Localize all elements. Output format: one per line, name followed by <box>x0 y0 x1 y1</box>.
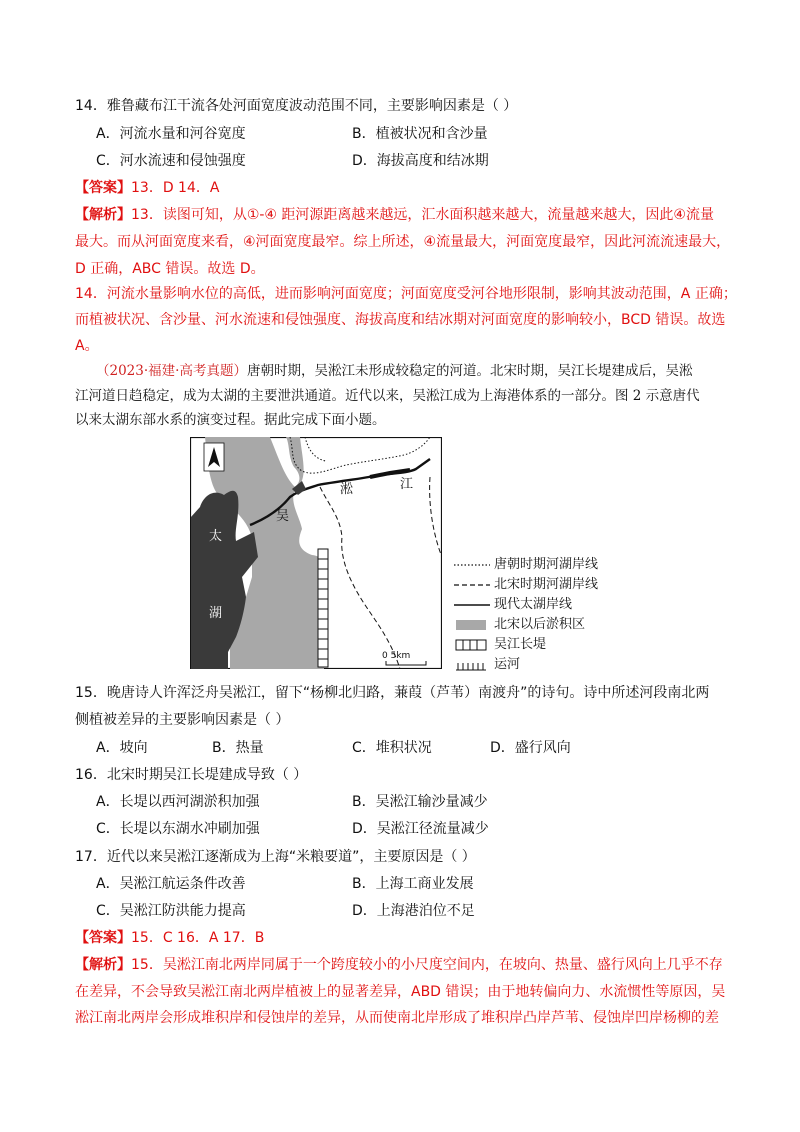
analysis-line <box>75 955 735 975</box>
q14-option-d: D．海拔高度和结冰期 <box>352 153 489 169</box>
q17-option-a: A．吴淞江航运条件改善 <box>96 876 246 892</box>
passage-line: 以来太湖东部水系的演变过程。据此完成下面小题。 <box>75 412 386 428</box>
analysis-line: 最大。而从河面宽度来看，④河面宽度最窄。综上所述，④流量最大，河面宽度最窄，因此河流流速最大， <box>75 234 731 250</box>
answer-15-17 <box>75 928 735 948</box>
answer-13-14 <box>75 178 735 198</box>
legend-label: 北宋以后淤积区 <box>494 617 586 632</box>
legend-label: 现代太湖岸线 <box>494 597 573 612</box>
solid-line-icon <box>454 599 490 611</box>
label-tai: 太 <box>209 529 223 544</box>
q15-option-b: B．热量 <box>212 740 264 756</box>
north-arrow-icon <box>204 443 224 471</box>
legend-label: 运河 <box>494 657 521 672</box>
analysis-text: 13．读图可知，从①-④ 距河源距离越来越远，汇水面积越来越大，流量越来越大，因此④流量 <box>131 207 714 223</box>
question-15-stem: 15．晚唐诗人许浑泛舟吴淞江，留下“杨柳北归路，蒹葭（芦苇）南渡舟”的诗句。诗中所述河段南北两 <box>75 685 710 701</box>
label-hu: 湖 <box>209 606 223 621</box>
legend-label: 北宋时期河湖岸线 <box>494 577 599 592</box>
legend-item <box>454 615 624 635</box>
legend-item <box>454 635 624 655</box>
dashed-line-icon <box>454 579 490 591</box>
analysis-line: 在差异，不会导致吴淞江南北两岸植被上的显著差异，ABD 错误；由于地转偏向力、水流惯性等原因，吴 <box>75 984 726 1000</box>
taihu-water-system-map <box>190 437 442 669</box>
analysis-line <box>75 205 735 225</box>
q17-option-b: B．上海工商业发展 <box>352 876 474 892</box>
passage-text: 唐朝时期，吴淞江未形成较稳定的河道。北宋时期，吴江长堤建成后，吴淞 <box>246 363 693 379</box>
q15-option-c: C．堆积状况 <box>352 740 432 756</box>
q16-option-c: C．长堤以东湖水冲刷加强 <box>96 821 260 837</box>
q16-option-b: B．吴淞江输沙量减少 <box>352 794 488 810</box>
canal-icon <box>454 659 490 671</box>
dotted-line-icon <box>454 559 490 571</box>
question-16-stem: 16．北宋时期吴江长堤建成导致（ ） <box>75 767 308 783</box>
label-song: 淞 <box>340 482 354 497</box>
analysis-line: A。 <box>75 338 99 354</box>
analysis-text: 15．吴淞江南北两岸同属于一个跨度较小的小尺度空间内，在坡向、热量、盛行风向上几乎不存 <box>131 957 723 973</box>
question-17-stem: 17．近代以来吴淞江逐渐成为上海“米粮要道”，主要原因是（ ） <box>75 849 476 865</box>
analysis-line: D 正确，ABC 错误。故选 D。 <box>75 261 265 277</box>
gray-fill-icon <box>454 619 490 631</box>
passage-line <box>96 361 756 381</box>
answer-tag: 【答案】 <box>75 930 131 946</box>
dike-icon <box>454 639 490 651</box>
q14-option-b: B．植被状况和含沙量 <box>352 126 488 142</box>
q17-option-c: C．吴淞江防洪能力提高 <box>96 903 246 919</box>
legend-item <box>454 575 624 595</box>
analysis-line: 淞江南北两岸会形成堆积岸和侵蚀岸的差异，从而使南北岸形成了堆积岸凸岸芦苇、侵蚀岸凹岸杨柳的差 <box>75 1010 719 1026</box>
q14-option-a: A．河流水量和河谷宽度 <box>96 126 246 142</box>
analysis-line: 14．河流水量影响水位的高低，进而影响河面宽度；河面宽度受河谷地形限制，影响其波动范围，A 正确； <box>75 286 737 302</box>
answer-tag: 【答案】 <box>75 180 131 196</box>
q16-option-d: D．吴淞江径流量减少 <box>352 821 489 837</box>
answer-text: 15．C 16．A 17．B <box>131 930 265 946</box>
passage-source: （2023·福建·高考真题） <box>96 363 247 379</box>
wujiang-dike <box>318 549 328 667</box>
q16-option-a: A．长堤以西河湖淤积加强 <box>96 794 260 810</box>
q15-option-a: A．坡向 <box>96 740 148 756</box>
map-legend <box>454 555 624 675</box>
legend-label: 吴江长堤 <box>494 637 547 652</box>
question-15-stem-cont: 侧植被差异的主要影响因素是（ ） <box>75 712 290 728</box>
legend-item <box>454 595 624 615</box>
scale-label: 0 5km <box>382 651 411 661</box>
label-jiang: 江 <box>400 477 414 492</box>
legend-label: 唐朝时期河湖岸线 <box>494 557 599 572</box>
label-wu: 吴 <box>276 509 290 524</box>
q15-option-d: D．盛行风向 <box>490 740 571 756</box>
analysis-tag: 【解析】 <box>75 207 131 223</box>
q14-option-c: C．河水流速和侵蚀强度 <box>96 153 246 169</box>
question-14-stem: 14．雅鲁藏布江干流各处河面宽度波动范围不同，主要影响因素是（ ） <box>75 98 518 114</box>
legend-item <box>454 555 624 575</box>
answer-text: 13．D 14．A <box>131 180 220 196</box>
q17-option-d: D．上海港泊位不足 <box>352 903 475 919</box>
analysis-tag: 【解析】 <box>75 957 131 973</box>
legend-item <box>454 655 624 675</box>
analysis-line: 而植被状况、含沙量、河水流速和侵蚀强度、海拔高度和结冰期对河面宽度的影响较小，BCD 错误。故选 <box>75 312 726 328</box>
passage-line: 江河道日趋稳定，成为太湖的主要泄洪通道。近代以来，吴淞江成为上海港体系的一部分。图 2 示意唐代 <box>75 388 700 404</box>
